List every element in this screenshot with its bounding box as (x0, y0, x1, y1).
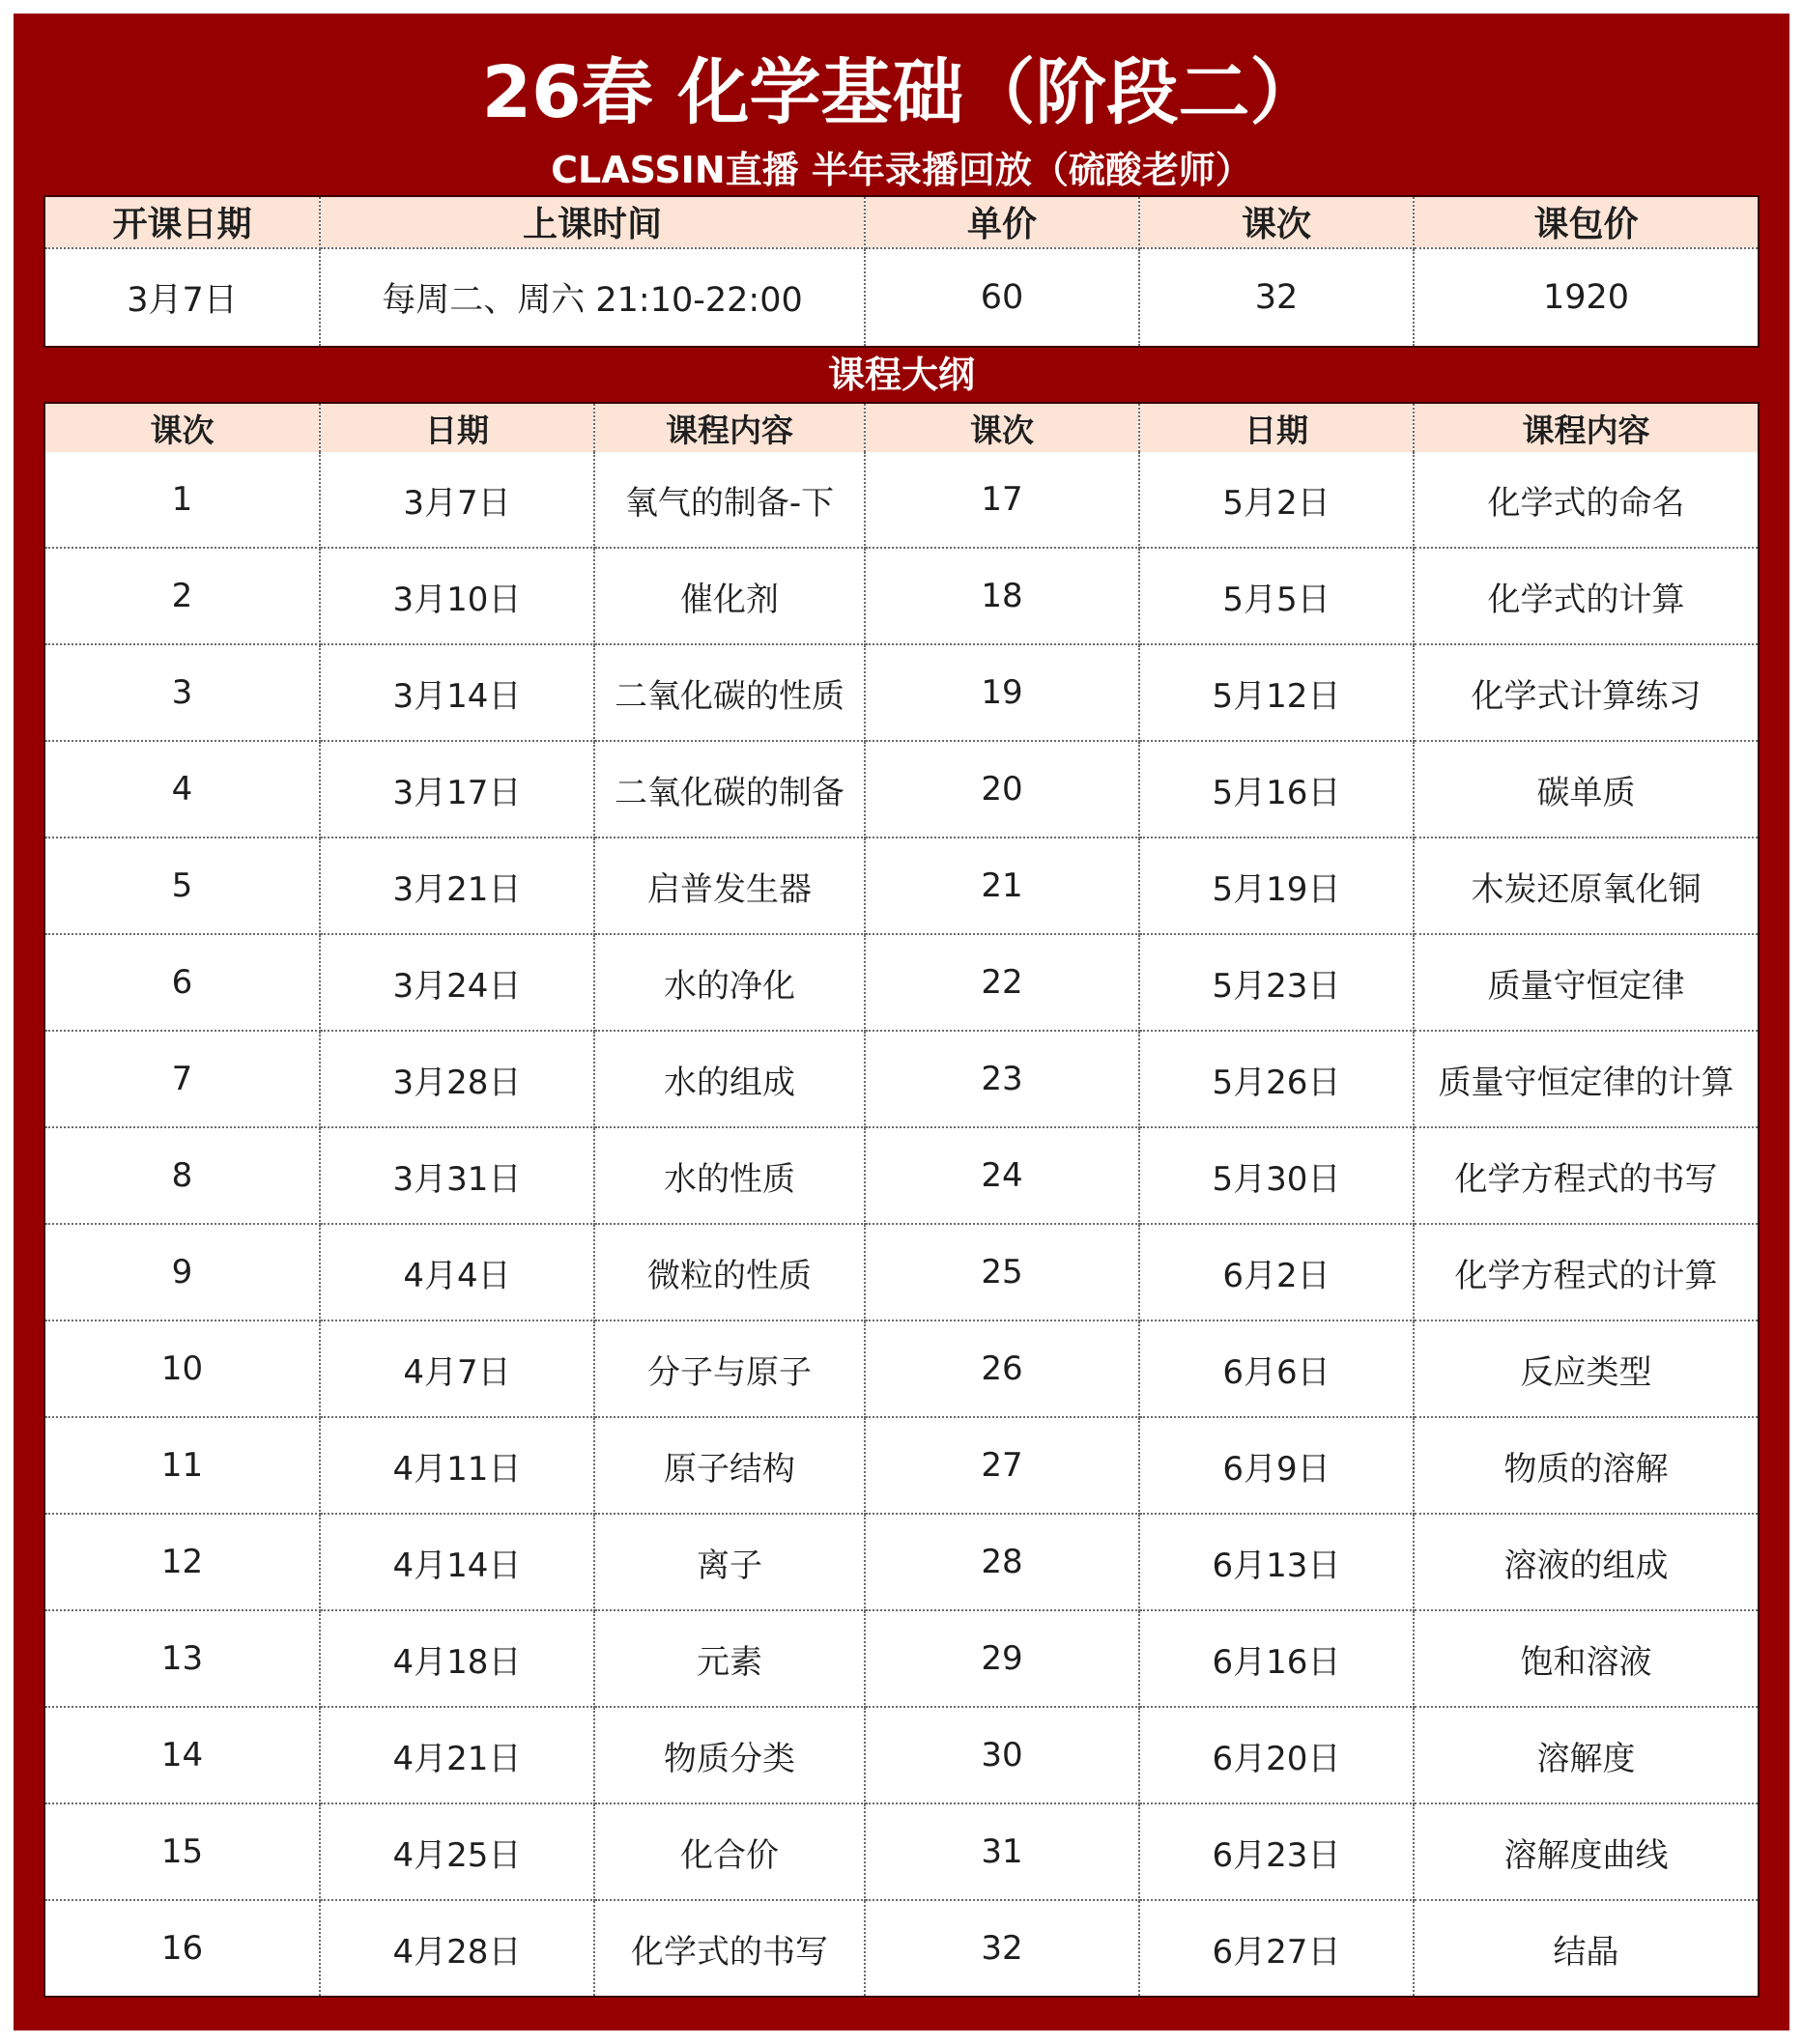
cell-date-left: 4月18日 (320, 1610, 594, 1707)
cell-lesson-no-left: 15 (45, 1803, 320, 1900)
header-content-left: 课程内容 (594, 404, 865, 452)
cell-lesson-no-left: 8 (45, 1127, 320, 1224)
cell-content-left: 水的性质 (594, 1127, 865, 1224)
cell-lesson-no-left: 5 (45, 837, 320, 934)
cell-lesson-no-right: 28 (865, 1514, 1139, 1610)
table-row (45, 934, 1758, 1031)
cell-lesson-no-right: 32 (865, 1900, 1139, 1996)
cell-lesson-no-right: 29 (865, 1610, 1139, 1707)
cell-content-right: 质量守恒定律 (1414, 934, 1758, 1031)
header-lesson-no-left: 课次 (45, 404, 320, 452)
table-row (45, 1803, 1758, 1900)
cell-lesson-no-left: 14 (45, 1707, 320, 1803)
cell-lesson-no-left: 12 (45, 1514, 320, 1610)
cell-date-left: 3月21日 (320, 837, 594, 934)
course-info-value-row (45, 248, 1758, 346)
cell-lesson-no-left: 16 (45, 1900, 320, 1996)
table-row (45, 452, 1758, 548)
table-row (45, 644, 1758, 741)
table-row (45, 1707, 1758, 1803)
cell-date-right: 6月27日 (1139, 1900, 1414, 1996)
outline-section-title: 课程大纲 (827, 354, 975, 396)
cell-lesson-no-left: 3 (45, 644, 320, 741)
cell-date-right: 6月20日 (1139, 1707, 1414, 1803)
cell-date-right: 6月2日 (1139, 1224, 1414, 1320)
cell-lesson-no-right: 24 (865, 1127, 1139, 1224)
cell-content-left: 元素 (594, 1610, 865, 1707)
cell-content-right: 化学式计算练习 (1414, 644, 1758, 741)
cell-date-left: 3月17日 (320, 741, 594, 837)
cell-lesson-no-left: 2 (45, 548, 320, 644)
cell-lesson-no-left: 10 (45, 1320, 320, 1417)
cell-lesson-no-left: 7 (45, 1031, 320, 1127)
cell-content-right: 结晶 (1553, 1932, 1619, 1972)
cell-lesson-no-right: 25 (865, 1224, 1139, 1320)
cell-date-left: 4月21日 (320, 1707, 594, 1803)
table-row (45, 1514, 1758, 1610)
table-row (45, 1900, 1758, 1996)
header-lesson-count: 课次 (1139, 197, 1414, 248)
header-start-date: 开课日期 (45, 197, 320, 248)
cell-content-right: 反应类型 (1414, 1320, 1758, 1417)
cell-content-left: 微粒的性质 (594, 1224, 865, 1320)
table-row (45, 837, 1758, 934)
cell-lesson-no-left: 4 (45, 741, 320, 837)
cell-date-right: 6月16日 (1139, 1610, 1414, 1707)
syllabus-table (45, 404, 1758, 1996)
cell-content-left: 物质分类 (594, 1707, 865, 1803)
cell-lesson-no-right: 17 (865, 452, 1139, 548)
cell-content-left: 催化剂 (594, 548, 865, 644)
cell-content-right: 饱和溶液 (1414, 1610, 1758, 1707)
cell-lesson-no-left: 1 (45, 452, 320, 548)
cell-lesson-no-right: 27 (865, 1417, 1139, 1514)
header-class-time: 上课时间 (320, 197, 865, 248)
cell-content-left: 分子与原子 (594, 1320, 865, 1417)
cell-content-left: 原子结构 (594, 1417, 865, 1514)
cell-content-left: 离子 (594, 1514, 865, 1610)
cell-date-right: 5月2日 (1139, 452, 1414, 548)
lesson-count-value: 32 (1139, 248, 1414, 346)
table-row (45, 741, 1758, 837)
header-content-right: 课程内容 (1414, 404, 1758, 452)
cell-date-left: 4月14日 (320, 1514, 594, 1610)
cell-lesson-no-right: 23 (865, 1031, 1139, 1127)
cell-date-left: 3月28日 (320, 1031, 594, 1127)
cell-lesson-no-right: 31 (865, 1803, 1139, 1900)
cell-lesson-no-right: 22 (865, 934, 1139, 1031)
cell-content-left: 化学式的书写 (594, 1900, 865, 1996)
cell-date-left: 3月24日 (320, 934, 594, 1031)
cell-date-left: 4月7日 (320, 1320, 594, 1417)
cell-content-right: 溶解度 (1414, 1707, 1758, 1803)
header-unit-price: 单价 (865, 197, 1139, 248)
cell-content-right: 化学式的计算 (1414, 548, 1758, 644)
cell-content-right: 碳单质 (1414, 741, 1758, 837)
cell-date-right: 5月16日 (1139, 741, 1414, 837)
cell-date-right: 6月9日 (1139, 1417, 1414, 1514)
header-lesson-no-right: 课次 (865, 404, 1139, 452)
header-date-left: 日期 (320, 404, 594, 452)
cell-content-right: 溶液的组成 (1414, 1514, 1758, 1610)
cell-content-right: 化学方程式的书写 (1414, 1127, 1758, 1224)
header-date-right: 日期 (1139, 404, 1414, 452)
cell-date-right: 5月19日 (1139, 837, 1414, 934)
cell-date-right: 6月23日 (1139, 1803, 1414, 1900)
cell-date-right: 5月12日 (1139, 644, 1414, 741)
cell-date-left: 4月25日 (320, 1803, 594, 1900)
cell-content-right: 质量守恒定律的计算 (1414, 1031, 1758, 1127)
course-info-header-row (45, 197, 1758, 248)
cell-lesson-no-right: 26 (865, 1320, 1139, 1417)
cell-lesson-no-right: 30 (865, 1707, 1139, 1803)
cell-date-right: 5月5日 (1139, 548, 1414, 644)
cell-lesson-no-right: 21 (865, 837, 1139, 934)
cell-lesson-no-left: 6 (45, 934, 320, 1031)
cell-content-right: 化学式的命名 (1414, 452, 1758, 548)
cell-content-right: 溶解度曲线 (1414, 1803, 1758, 1900)
cell-lesson-no-left: 9 (45, 1224, 320, 1320)
cell-date-left: 4月4日 (320, 1224, 594, 1320)
cell-date-left: 3月7日 (320, 452, 594, 548)
page-title: 26春 化学基础（阶段二） (481, 51, 1322, 134)
cell-date-left: 3月31日 (320, 1127, 594, 1224)
cell-content-left: 水的组成 (594, 1031, 865, 1127)
table-row (45, 1417, 1758, 1514)
cell-lesson-no-left: 11 (45, 1417, 320, 1514)
cell-content-left: 启普发生器 (594, 837, 865, 934)
package-price-value: 1920 (1542, 277, 1630, 317)
cell-content-right: 化学方程式的计算 (1414, 1224, 1758, 1320)
table-row (45, 1610, 1758, 1707)
cell-date-right: 5月30日 (1139, 1127, 1414, 1224)
start-date-value: 3月7日 (45, 248, 320, 346)
table-row (45, 1320, 1758, 1417)
syllabus-header-row (45, 404, 1758, 452)
cell-date-left: 3月10日 (320, 548, 594, 644)
table-row (45, 1224, 1758, 1320)
cell-content-left: 二氧化碳的性质 (594, 644, 865, 741)
cell-lesson-no-right: 19 (865, 644, 1139, 741)
cell-lesson-no-left: 13 (45, 1610, 320, 1707)
table-row (45, 548, 1758, 644)
unit-price-value: 60 (865, 248, 1139, 346)
class-time-value: 每周二、周六 21:10-22:00 (320, 248, 865, 346)
cell-content-left: 水的净化 (594, 934, 865, 1031)
cell-date-left: 4月11日 (320, 1417, 594, 1514)
table-row (45, 1127, 1758, 1224)
cell-date-left: 3月14日 (320, 644, 594, 741)
cell-date-right: 5月23日 (1139, 934, 1414, 1031)
page-subtitle: CLASSIN直播 半年录播回放（硫酸老师） (551, 149, 1252, 191)
cell-content-left: 二氧化碳的制备 (594, 741, 865, 837)
table-row (45, 1031, 1758, 1127)
cell-content-left: 氧气的制备-下 (594, 452, 865, 548)
cell-lesson-no-right: 18 (865, 548, 1139, 644)
cell-content-right: 木炭还原氧化铜 (1414, 837, 1758, 934)
header-package-price: 课包价 (1414, 197, 1758, 248)
cell-content-right: 物质的溶解 (1414, 1417, 1758, 1514)
cell-date-right: 6月13日 (1139, 1514, 1414, 1610)
cell-date-left: 4月28日 (320, 1900, 594, 1996)
course-info-table (45, 197, 1758, 346)
cell-date-right: 5月26日 (1139, 1031, 1414, 1127)
cell-lesson-no-right: 20 (865, 741, 1139, 837)
cell-date-right: 6月6日 (1139, 1320, 1414, 1417)
cell-content-left: 化合价 (594, 1803, 865, 1900)
